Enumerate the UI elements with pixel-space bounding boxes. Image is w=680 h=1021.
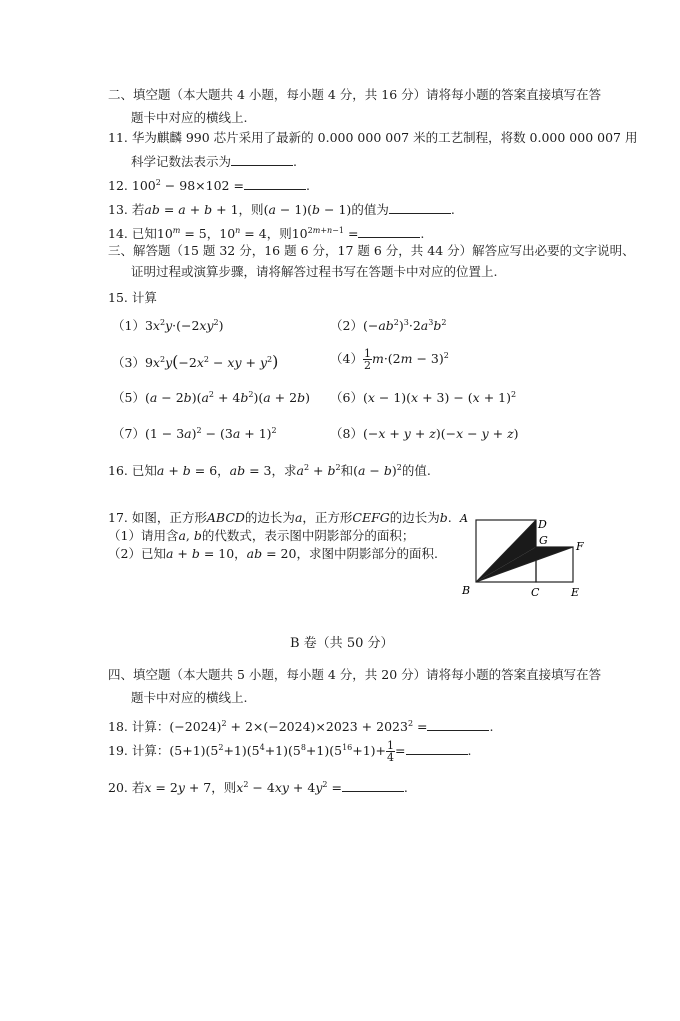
label-e: E: [571, 586, 580, 599]
question-text: 科学记数法表示为: [131, 154, 232, 169]
q15-item-8: （8）(−x + y + z)(−x − y + z): [330, 426, 519, 441]
question-number: 16.: [108, 463, 128, 478]
section3-heading: 三、解答题（15 题 32 分，16 题 6 分，17 题 6 分，共 44 分）解答应写出必要的文字说明、: [108, 243, 635, 258]
question-text: 华为麒麟 990 芯片采用了最新的 0.000 000 007 米的工艺制程，将数 0.000 000 007 用: [131, 130, 638, 145]
question-12: 12. $100^2 - 98\times 102$ = .: [108, 177, 310, 193]
question-11: [108, 130, 637, 146]
question-17-part-1: （1）请用含a, b的代数式，表示图中阴影部分的面积；: [108, 528, 415, 543]
q15-item-2: $(2)(-ab^2)^3\cdot 2a^3b^2$: [330, 317, 447, 333]
question-title: 计算: [131, 290, 157, 305]
label-a: A: [460, 512, 468, 525]
question-number: 13.: [108, 202, 128, 217]
question-number: 12.: [108, 178, 128, 193]
answer-blank[interactable]: [406, 742, 468, 755]
question-13: 13. 若ab = a + b + 1，则(a − 1)(b − 1)的值为 .: [108, 202, 455, 217]
q15-item-5: $(5)(a - 2b)(a^2 + 4b^2)(a + 2b)$: [112, 389, 310, 405]
math-expression: ab: [144, 202, 160, 217]
fraction: $\frac{1}{4}$: [387, 739, 395, 764]
q15-item-3: $(3)9x^2y(-2x^2$ − xy + $y^2$): [112, 352, 279, 371]
question-18: 18. 计算：$(-2024)^2 + 2\times(-2024)\times 2023 + 2023^2$ = .: [108, 718, 494, 734]
answer-blank[interactable]: [358, 225, 420, 238]
answer-blank[interactable]: [244, 177, 306, 190]
question-number: 18.: [108, 719, 128, 734]
question-number: 19.: [108, 743, 128, 758]
q15-item-4: （4） $\frac{1}{2}$ $m\cdot(2m - 3)^2$: [330, 347, 449, 372]
question-number: 14.: [108, 226, 128, 241]
section2-heading-cont: 题卡中对应的横线上.: [131, 110, 248, 125]
section4-heading-cont: 题卡中对应的横线上.: [131, 690, 248, 705]
question-number: 20.: [108, 780, 128, 795]
question-14: 14. 已知$10^m = 5$，$10^n = 4$，则$10^{2m+n-1}$ = .: [108, 225, 425, 241]
question-number: 11.: [108, 130, 128, 145]
answer-blank[interactable]: [389, 201, 451, 214]
answer-blank[interactable]: [231, 153, 293, 166]
label-g: G: [539, 534, 548, 547]
label-c: C: [531, 586, 540, 599]
question-17: 17. 如图，正方形ABCD的边长为a，正方形CEFG的边长为b.: [108, 510, 452, 525]
figure-lines: [476, 520, 573, 582]
question-15: [108, 290, 157, 306]
q15-item-6: $(6)(x - 1)(x + 3) - (x + 1)^2$: [330, 389, 517, 405]
question-16: 16. 已知a + b = 6，ab = 3，求$a^2 + b^2$和$(a - b)^2$的值.: [108, 462, 431, 478]
section2-heading: 二、填空题（本大题共 4 小题，每小题 4 分，共 16 分）请将每小题的答案直接填写在答: [108, 87, 602, 102]
answer-blank[interactable]: [427, 718, 489, 731]
square-figure: [458, 510, 590, 600]
label-d: D: [538, 518, 547, 531]
question-number: 15.: [108, 290, 128, 305]
fraction: $\frac{1}{2}$: [363, 347, 371, 372]
question-20: 20. 若x = 2y + 7，则$x^2 - 4xy + 4y^2$ = .: [108, 779, 408, 795]
q15-item-1: $(1)3x^2y\cdot(-2xy^2)$: [112, 317, 224, 333]
q15-item-7: $(7)(1 - 3a)^2 - (3a + 1)^2$: [112, 425, 277, 441]
question-11-cont: 科学记数法表示为 .: [131, 154, 297, 169]
question-19: 19. 计算：$(5+1)(5^2+1)(5^4+1)(5^8+1)(5^{16}+1)+$ $\frac{1}{4}$ = .: [108, 739, 472, 764]
label-b: B: [462, 584, 471, 597]
section3-heading-cont: 证明过程或演算步骤，请将解答过程书写在答题卡中对应的位置上.: [131, 264, 498, 279]
section4-heading: 四、填空题（本大题共 5 小题，每小题 4 分，共 20 分）请将每小题的答案直接填写在答: [108, 667, 602, 682]
section-b-title: B 卷（共 50 分）: [290, 636, 394, 651]
label-f: F: [576, 540, 584, 553]
math-expression: $100^2 - 98\times 102$ =: [131, 177, 244, 193]
answer-blank[interactable]: [342, 779, 404, 792]
question-number: 17.: [108, 510, 128, 525]
question-17-part-2: （2）已知a + b = 10，ab = 20，求图中阴影部分的面积.: [108, 546, 438, 561]
